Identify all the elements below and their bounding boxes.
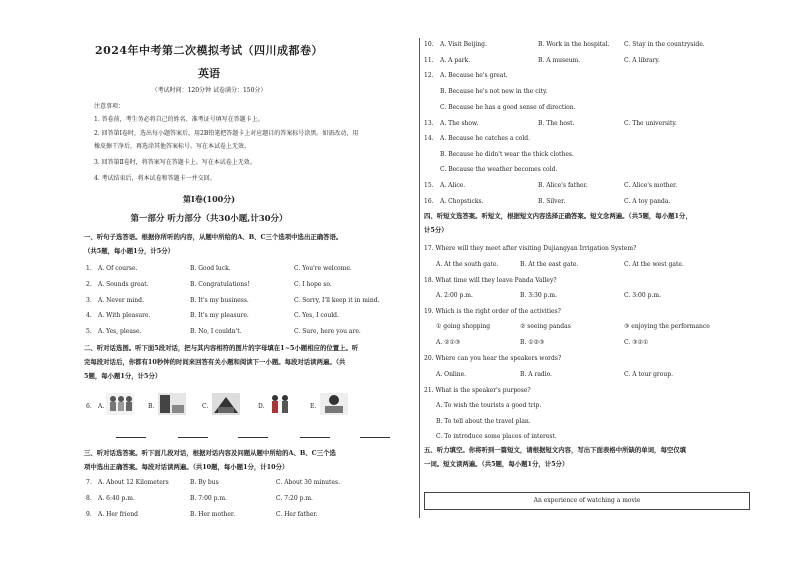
question-number: 15.: [424, 182, 434, 189]
option-a: A. ②①③: [436, 339, 461, 346]
picture-label-c: C.: [202, 403, 209, 410]
answer-blank[interactable]: [300, 437, 330, 438]
students-picture: [106, 393, 134, 415]
option-c: C. A library.: [624, 57, 660, 64]
question-number: 9.: [86, 511, 92, 518]
question-row: [424, 71, 784, 81]
option-a: A. Visit Beijing.: [440, 41, 487, 48]
section-2-instructions: [84, 341, 414, 383]
question-number: 4.: [86, 312, 92, 319]
question-row: [86, 296, 416, 306]
option-b: B. At the east gate.: [520, 261, 579, 268]
activity-item: ② seeing pandas: [520, 323, 571, 330]
option-a: A. 6:40 p.m.: [98, 495, 135, 502]
question-row: [436, 291, 776, 301]
answer-blank[interactable]: [360, 437, 390, 438]
answer-blank[interactable]: [238, 437, 268, 438]
option-b: B. It's my pleasure.: [190, 312, 249, 319]
question-number: 11.: [424, 57, 434, 64]
question-row: [436, 338, 776, 348]
question-number: 10.: [424, 41, 434, 48]
section-3-instructions: [84, 446, 414, 474]
question-row: [424, 134, 784, 144]
option-b: B. Good luck.: [190, 265, 231, 272]
option-b: B. Alice's father.: [538, 182, 588, 189]
reading-picture: [320, 393, 348, 415]
option-a: A. Never mind.: [98, 297, 144, 304]
notice-item: 3. 回答第Ⅱ卷时，将答案写在答题卡上。写在本试卷上无效。: [94, 159, 256, 166]
question-number: 13.: [424, 120, 434, 127]
option-b: B. 3:30 p.m.: [520, 292, 557, 299]
question-text: 17. Where will they meet after visiting Dujiangyan Irrigation System?: [424, 245, 637, 252]
question-text: 19. Which is the right order of the activities?: [424, 308, 561, 315]
option-b: B. To tell about the travel plan.: [436, 418, 531, 425]
option-b: B. A radio.: [520, 371, 553, 378]
option-a: A. Chopsticks.: [440, 198, 484, 205]
option-b: B. Congratulations!: [190, 281, 250, 288]
question-text: 21. What is the speaker's purpose?: [424, 387, 531, 394]
option-c: C. Stay in the countryside.: [624, 41, 705, 48]
option-a: A. A park.: [440, 57, 471, 64]
option-c: C. At the west gate.: [624, 261, 684, 268]
exam-title: 2024年中考第二次模拟考试（四川成都卷）: [94, 44, 324, 57]
question-number: 3.: [86, 297, 92, 304]
option-c: C. To introduce some places of interest.: [436, 433, 557, 440]
picture-label-e: E.: [310, 403, 317, 410]
section-line: 5题，每小题1分，计5分）: [84, 372, 162, 380]
option-b: B. No, I couldn't.: [190, 328, 242, 335]
question-number: 6.: [86, 403, 92, 410]
option-a: A. The show.: [440, 120, 479, 127]
question-number: 1.: [86, 265, 92, 272]
option-c: C. Because the weather becomes cold.: [440, 166, 558, 173]
picture-label-a: A.: [98, 403, 105, 410]
people-picture: [266, 393, 294, 415]
section-1-instructions: [84, 230, 414, 258]
option-c: C. 7:20 p.m.: [276, 495, 313, 502]
option-b: B. Silver.: [538, 198, 566, 205]
option-c: C. 3:00 p.m.: [624, 292, 661, 299]
option-a: A. Online.: [436, 371, 467, 378]
option-b: B. Her mother.: [190, 511, 236, 518]
option-c: C. Sorry, I'll keep it in mind.: [294, 297, 380, 304]
option-a: A. Because he catches a cold.: [440, 135, 531, 142]
question-row: [424, 119, 784, 129]
question-number: 5.: [86, 328, 92, 335]
option-a: A. Because he's great.: [440, 72, 508, 79]
question-number: 16.: [424, 198, 434, 205]
question-row: [86, 280, 416, 290]
volume-title: 第Ⅰ卷(100分): [182, 194, 235, 204]
notice-item: 橡皮擦干净后，再选涂其他答案标号。写在本试卷上无效。: [94, 143, 251, 150]
option-c: C. A tour group.: [624, 371, 674, 378]
section-line: 三、听对话选答案。听下面几段对话，根据对话内容及问题从题中所给的A、B、C三个选: [84, 449, 336, 457]
question-row: [86, 264, 416, 274]
question-row: [86, 478, 416, 488]
option-c: C. About 30 minutes.: [276, 479, 340, 486]
section-line: 一、听句子选答语。根据你所听的内容，从题中所给的A、B、C三个选项中选出正确答语。: [84, 233, 343, 241]
classroom-picture: [158, 393, 186, 415]
option-c: C. Alice's mother.: [624, 182, 678, 189]
option-b: B. It's my business.: [190, 297, 249, 304]
option-b: B. 7:00 p.m.: [190, 495, 227, 502]
question-text: 20. Where can you hear the speakers words?: [424, 355, 562, 362]
option-a: A. With pleasure.: [98, 312, 151, 319]
question-number: 14.: [424, 135, 434, 142]
section-4-instructions: [424, 209, 754, 237]
picture-label-b: B.: [148, 403, 155, 410]
option-b: B. The host.: [538, 120, 575, 127]
notice-heading: 注意事项：: [94, 103, 125, 110]
notice-item: 2. 回答第Ⅰ卷时，选出每小题答案后，用2B铅笔把答题卡上对应题目的答案标号涂黑。如需改动，用: [94, 130, 359, 137]
building-picture: [212, 393, 240, 415]
question-row: [424, 197, 784, 207]
option-b: B. Because he didn't wear the thick clothes.: [440, 151, 574, 158]
question-text: 18. What time will they leave Panda Valley?: [424, 277, 557, 284]
question-row: [436, 370, 776, 380]
question-row: [86, 311, 416, 321]
option-c: C. Sure, here you are.: [294, 328, 361, 335]
option-c: C. Yes, I could.: [294, 312, 339, 319]
question-row: [86, 327, 416, 337]
question-row: [436, 260, 776, 270]
option-b: B. Work in the hospital.: [538, 41, 610, 48]
question-row: [86, 494, 416, 504]
option-b: B. By bus: [190, 479, 219, 486]
section-5-instructions: [424, 443, 754, 471]
option-b: B. ①②③: [520, 339, 545, 346]
option-a: A. Of course.: [98, 265, 138, 272]
question-number: 2.: [86, 281, 92, 288]
activity-item: ① going shopping: [436, 323, 491, 330]
part-title: 第一部分 听力部分（共30小题,计30分）: [130, 214, 288, 224]
picture-label-d: D.: [258, 403, 265, 410]
option-a: A. About 12 Kilometers: [98, 479, 169, 486]
option-a: A. At the south gate.: [436, 261, 499, 268]
question-row: [424, 40, 784, 50]
section-line: 项中选出正确答案。每段对话读两遍。（共10题，每小题1分，计10分）: [84, 463, 289, 471]
option-c: C. You're welcome.: [294, 265, 352, 272]
option-a: A. Sounds great.: [98, 281, 149, 288]
answer-blank[interactable]: [116, 437, 146, 438]
section-line: 计5分）: [424, 226, 448, 234]
answer-blank[interactable]: [178, 437, 208, 438]
fill-table-title: An experience of watching a movie: [424, 492, 750, 510]
option-c: C. The university.: [624, 120, 677, 127]
option-c: C. Her father.: [276, 511, 318, 518]
column-divider: [419, 38, 420, 518]
option-b: B. A museum.: [538, 57, 581, 64]
option-b: B. Because he's not new in the city.: [440, 88, 548, 95]
question-number: 7.: [86, 479, 92, 486]
option-c: C. Because he has a good sense of direction.: [440, 104, 576, 111]
question-row: [424, 56, 784, 66]
activity-list: [436, 322, 776, 332]
option-a: A. Yes, please.: [98, 328, 142, 335]
notice-item: 4. 考试结束后，将本试卷和答题卡一并交回。: [94, 175, 216, 182]
question-number: 12.: [424, 72, 434, 79]
option-a: A. Her friend: [98, 511, 138, 518]
section-line: 一词。短文读两遍。（共5题，每小题1分，计5分）: [424, 460, 569, 468]
section-line: （共5题，每小题1分，计5分）: [84, 247, 175, 255]
option-c: C. I hope so.: [294, 281, 332, 288]
subject-title: 英语: [198, 67, 220, 80]
option-c: C. ③②①: [624, 339, 649, 346]
question-row: [424, 181, 784, 191]
option-a: A. 2:00 p.m.: [436, 292, 473, 299]
section-line: 四、听短文选答案。听短文，根据短文内容选择正确答案。短文念两遍。（共5题，每小题1分，: [424, 212, 692, 220]
section-line: 完每段对话后，你都有10秒钟的时间来回答有关小题和阅读下一小题。每段对话读两遍。（共: [84, 358, 346, 366]
option-a: A. To wish the tourists a good trip.: [436, 402, 542, 409]
section-line: 二、听对话选图。听下面5段对话，把与其内容相符的图片的字母填在1~5小题相应的位置上。听: [84, 344, 359, 352]
option-c: C. A toy panda.: [624, 198, 671, 205]
notice-item: 1. 答卷前，考生务必将自己的姓名、准考证号填写在答题卡上。: [94, 116, 264, 123]
section-line: 五、听力填空。你将听到一篇短文，请根据短文内容，写出下面表格中所缺的单词，每空仅填: [424, 446, 687, 454]
question-number: 8.: [86, 495, 92, 502]
question-row: [86, 510, 416, 520]
activity-item: ③ enjoying the performance: [624, 323, 710, 330]
exam-info: （考试时间：120分钟 试卷满分：150分）: [151, 87, 267, 94]
option-a: A. Alice.: [440, 182, 466, 189]
